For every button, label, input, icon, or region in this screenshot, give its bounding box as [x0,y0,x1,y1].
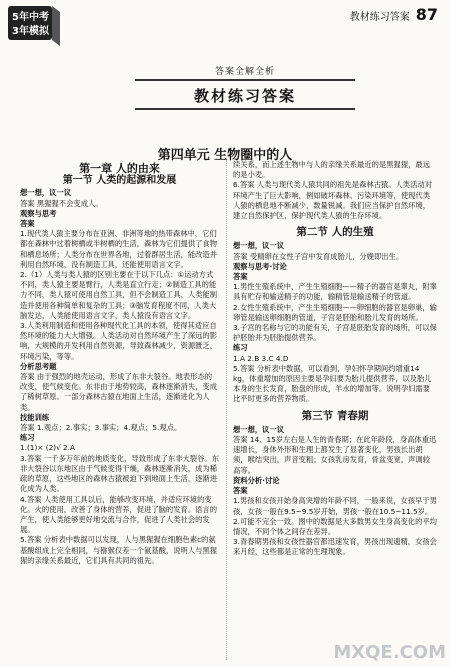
paragraph: 分析思考题 [20,361,57,371]
running-title: 教材练习答案 [349,12,410,23]
paragraph: 技能训练 [20,412,50,422]
right-column [233,160,437,558]
paragraph: 答案 受精卵在女性子宫中发育成胎儿，分娩即出生。 [233,251,404,261]
paragraph: 6.答案 人类与现代类人猿共同的祖先是森林古猿。人类活动对环境产生了巨大影响，例如破坏森林、污染环境等，使现代类人猿的栖息地不断减少，数量锐减。我们应当保护自然环境，建立自然保护区，保护现代类人猿的生存环境。 [233,180,432,221]
paragraph: 1.现代类人猿主要分布在亚洲、非洲等地的热带森林中，它们都在森林中过着树栖或半树栖的生活，森林为它们提供了食物和栖息场所；人类分布在世界各地，过着群居生活，能改造并利用自然环境，没有制造工具，还能使用语言文字。 [20,229,218,269]
paragraph: 观察与思考·讨论 [233,261,287,271]
paragraph: 3.答案 一千多万年前的地质变化，导致形成了东非大裂谷。东非大裂谷以东地区由于气候变得干燥，森林逐渐消失，成为稀疏的草原，这些地区的森林古猿被迫下到地面上生活，逐渐进化成为人类。 [20,453,219,494]
paragraph: 续关系，而上述生物中与人的亲缘关系最近的是黑猩猩，最远的是小麦。 [233,160,431,180]
paragraph: 练习 [233,343,248,353]
paragraph: 观察与思考 [20,208,57,218]
paragraph: 2.可能不完全一致。图中的数据是大多数男女生身高变化的平均情况，不同个体之间存在差异。 [233,516,437,536]
paragraph: 想一想，议一议 [233,241,285,251]
unit-title: 第四单元 生物圈中的人 [157,148,293,163]
paragraph: 3.青春期男孩和女孩性器官都迅速发育，男孩出现遗精，女孩会来月经，这些都是正常的生理现象。 [233,537,437,557]
section-3-title: 第三节 青春期 [301,409,369,422]
section-3-content [233,425,437,558]
paragraph: 2.女性生殖系统中，产生生殖细胞——卵细胞的器官是卵巢，输卵管是输送卵细胞的管道，子宫是胚胎和胎儿发育的场所。 [233,302,437,322]
paragraph: 4.答案 人类使用工具以后，能够改变环境，并适应环境的变化。火的使用，改善了身体的营养，促进了脑的发育。语言的产生，使人类能够更好地交流与合作，促进了人类社会的发展。 [20,494,218,535]
paragraph: 答案 14、15岁左右是人生的青春期；在此年龄段，身高体重迅速增长，身体外形和生理上都发生了显著变化，男孩长出胡须，喉结突出，声音变粗；女孩乳房发育，骨盆变宽，声调较高等。 [233,435,437,475]
banner-title: 教材练习答案 [193,87,296,105]
paragraph: 3.人类利用制造和使用各种现代化工具的本领，使得其适应自然环境的能力大大增强。人类活动对自然环境产生了深远的影响，大规模的开发利用自然资源，导致森林减少，资源匮乏，环境污染，等等。 [20,321,218,361]
paragraph: 答案 1.观点；2.事实；3.事实；4.观点；5.观点。 [20,423,182,433]
section-2-title: 第二节 人的生殖 [296,226,374,239]
chapter-title: 第一章 人的由来 [79,162,160,175]
paragraph: 1.(1)× (2)√ 2.A [20,443,75,453]
paragraph: 答案 [233,272,248,282]
left-content [20,188,219,566]
book-logo-icon [6,2,62,48]
paragraph: 答案 [20,219,35,229]
paragraph: 3.子宫的名称与它的功能有关，子宫是胚胎发育的场所，可以保护胚胎并为胚胎提供营养。 [233,323,437,343]
paragraph: 1.男孩和女孩开始身高突增的年龄不同，一般来说，女孩早于男孩，女孩一般在9.5~9.5岁开始，男孩一般在10.5~11.5岁。 [233,496,437,516]
column-divider [226,160,227,660]
left-column [20,160,219,566]
paragraph: 5.答案 分析表中数据可以发现，人与黑猩猩在细胞色素c的氨基酸组成上完全相同，与猕猴仅差一个氨基酸，说明人与黑猩猩的亲缘关系最近，它们具有共同的祖先。 [20,535,218,565]
paragraph: 想一想，议一议 [233,424,285,434]
banner-subtitle: 答案全解全析 [214,67,275,77]
right-top-content [233,160,437,221]
watermark: MXQE.COM [333,642,446,663]
paragraph: 1.男性生殖系统中，产生生殖细胞——精子的器官是睾丸，附睾具有贮存和输送精子的功能，输精管是输送精子的管道。 [233,282,437,302]
paragraph: 想一想，议一议 [20,188,72,198]
section-2-content [233,241,437,404]
paragraph: 资料分析·讨论 [233,475,280,485]
paragraph: 答案 黑猩猩不会变成人。 [20,198,103,208]
paragraph: 答案 由于强烈的地壳运动，形成了东非大裂谷。地表形态的改变，使气候变化。东非由于地势较高，森林逐渐消失，变成了稀树草原。一部分森林古猿在地面上生活，逐渐进化为人类。 [20,372,218,412]
header-bar [0,0,450,37]
paragraph: 答案 [233,486,248,496]
svg-text:3年模拟: 3年模拟 [12,26,49,37]
running-header [350,5,438,24]
banner [135,64,355,112]
paragraph: 1.A 2.B 3.C 4.D [233,353,289,363]
page-number: 87 [415,5,438,24]
paragraph: 5.答案 分析表中数据，可以看到，孕妇怀孕期间约增重14 kg，体重增加的原因主要是孕妇要为胎儿提供营养，以及胎儿本身的生长发育，胎盘的形成，羊水的增加等。说明孕妇需要比平时更多的营养物质。 [233,363,432,404]
section-title: 第一节 人类的起源和发展 [62,175,177,187]
paragraph: 2.（1）人类与类人猿的区别主要在于以下几点：①运动方式不同，类人猿主要是臂行，人类是直立行走；②制造工具的能力不同，类人猿可使用自然工具，但不会制造工具，人类能制造并使用各种简单和复杂的工具；③脑发育程度不同，人类大脑发达，人类能使用语言文字，类人猿没有语言文字。 [20,270,218,320]
paragraph: 练习 [20,433,35,443]
svg-text:5年中考: 5年中考 [12,12,49,23]
